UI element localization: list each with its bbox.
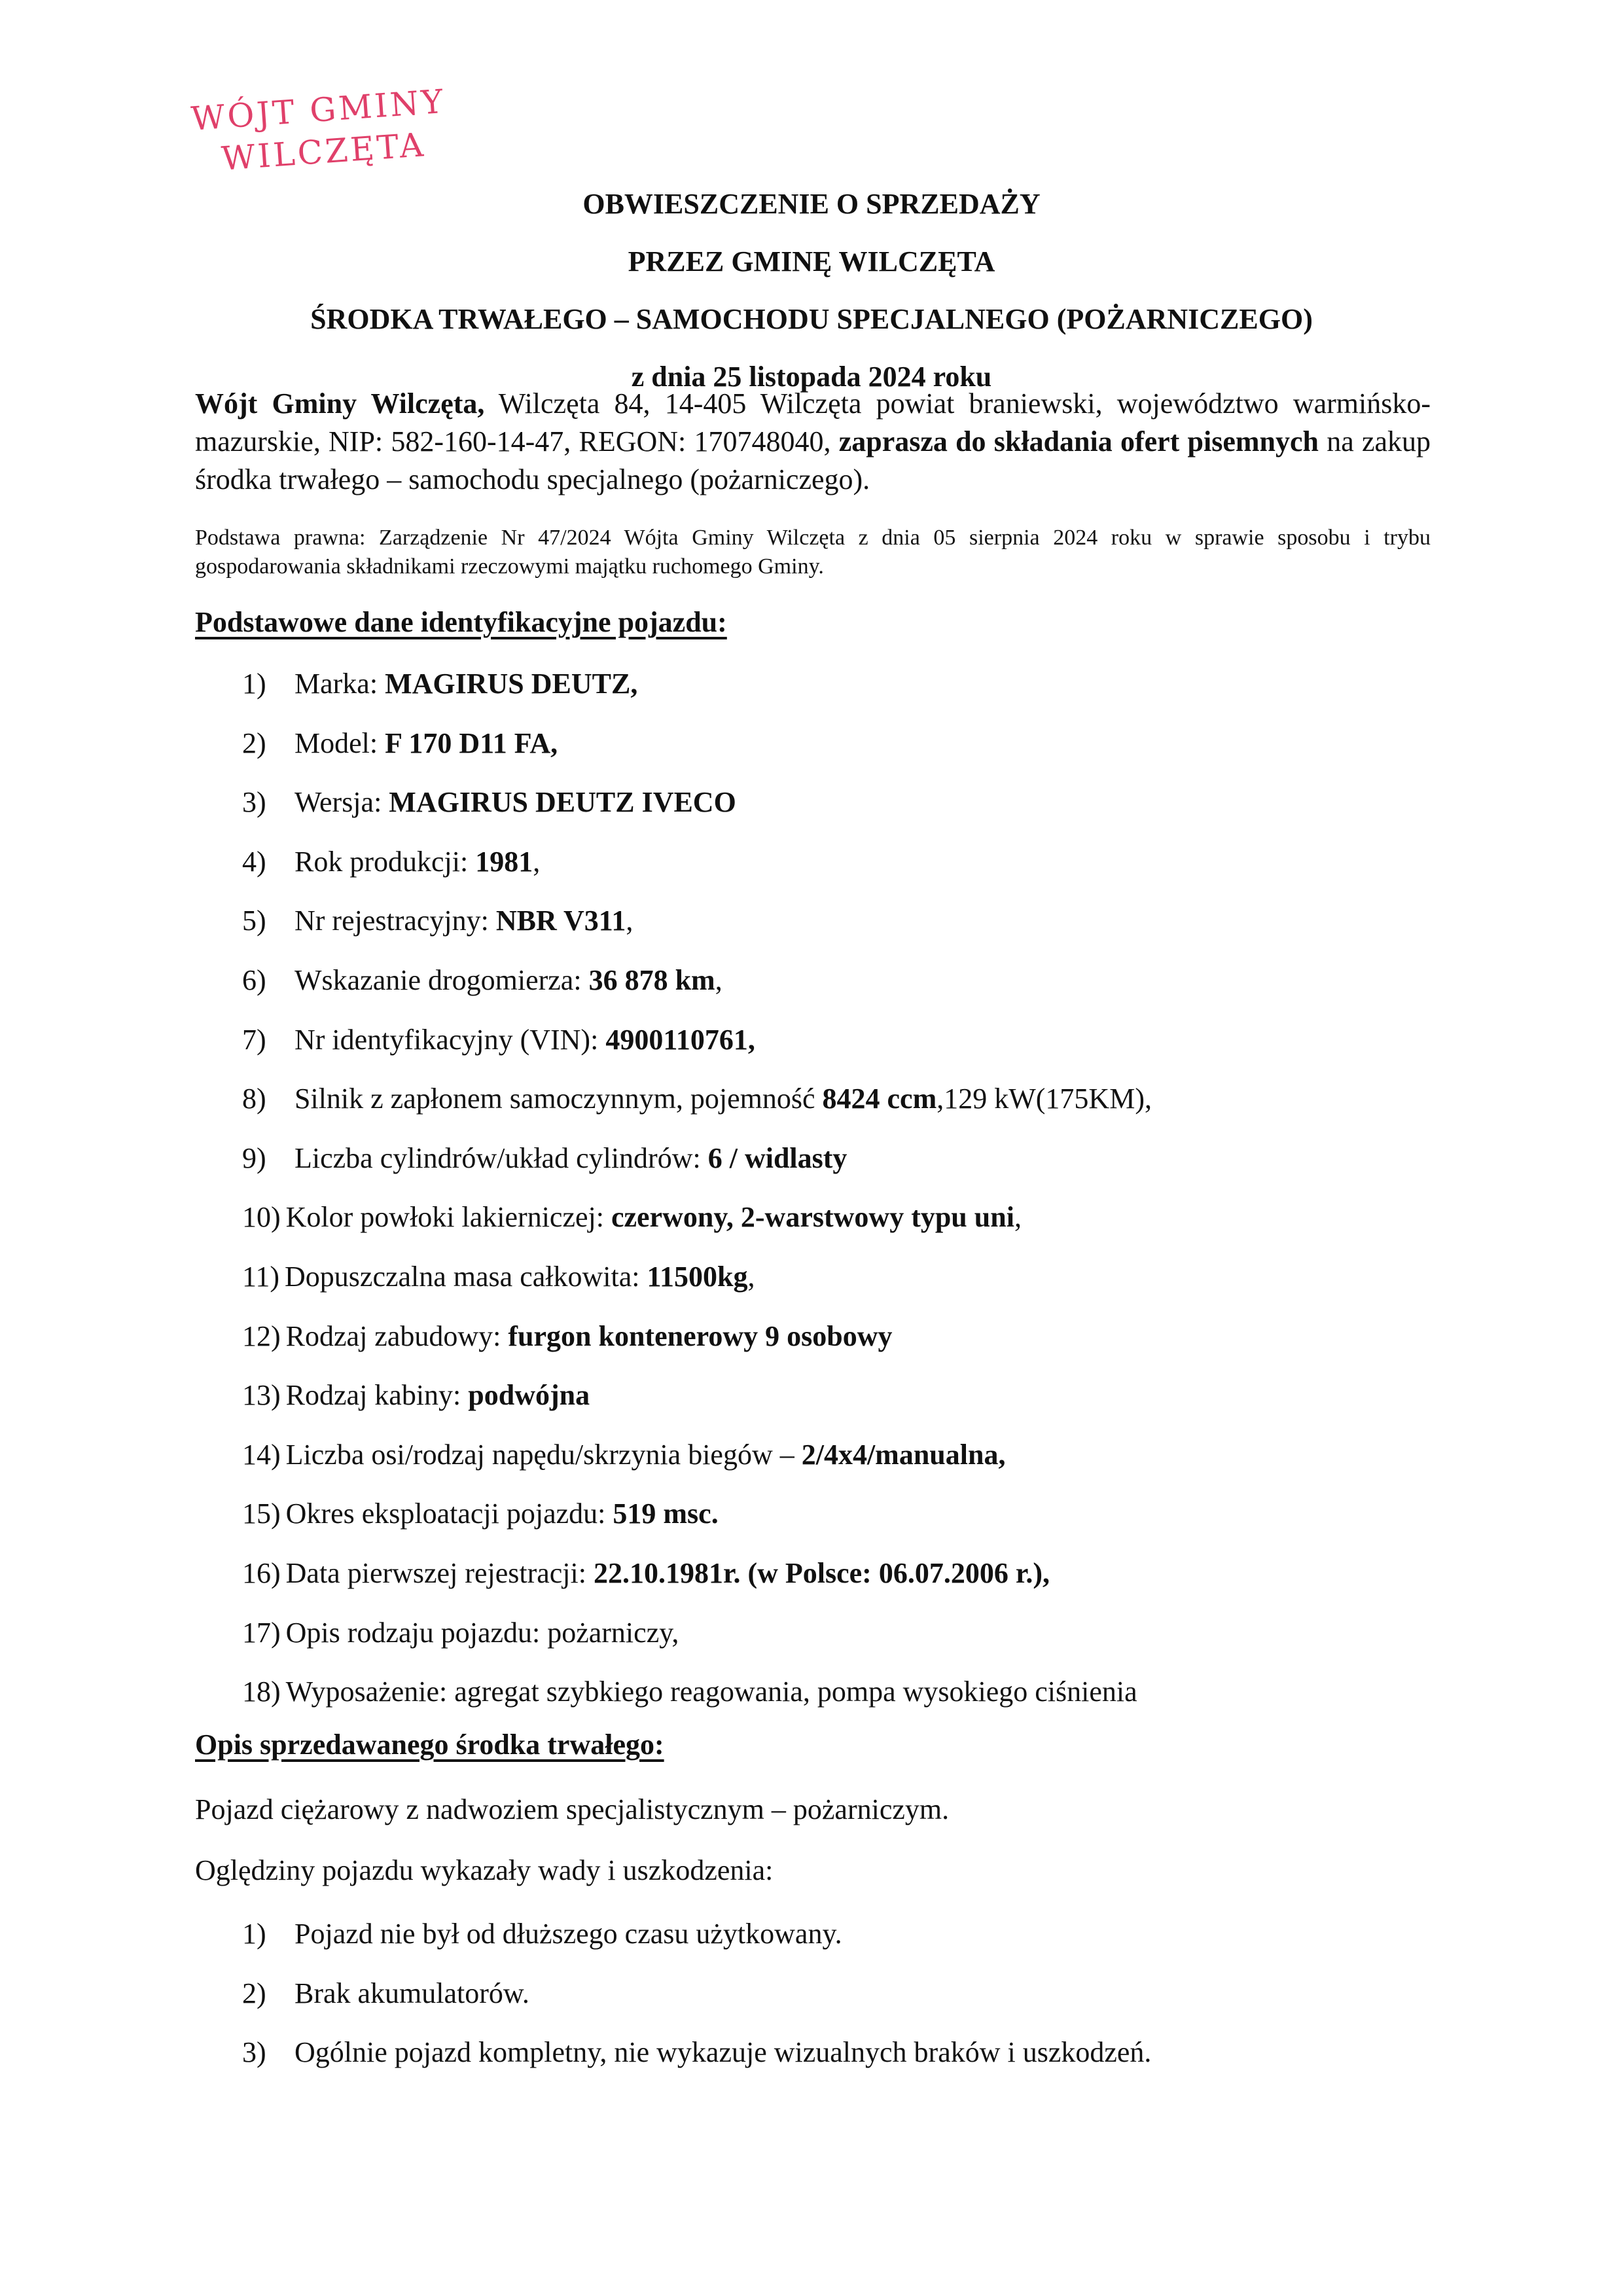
legal-basis: Podstawa prawna: Zarządzenie Nr 47/2024 Wójta Gminy Wilczęta z dnia 05 sierpnia 2024 roku w sprawie sposobu i trybu gospodarowania składnikami rzeczowymi majątku ruchomego Gminy. xyxy=(195,526,1431,579)
list-item: 7) Nr identyfikacyjny (VIN): 4900110761, xyxy=(242,1023,755,1056)
official-stamp xyxy=(190,81,450,182)
stamp-line-1: WÓJT GMINY xyxy=(190,82,447,138)
intro-issuer: Wójt Gminy Wilczęta, xyxy=(195,387,485,420)
list-item: 6) Wskazanie drogomierza: 36 878 km, xyxy=(242,963,722,996)
list-item: 1) Pojazd nie był od dłuższego czasu użytkowany. xyxy=(242,1918,842,1950)
list-item: 15) Okres eksploatacji pojazdu: 519 msc. xyxy=(242,1498,719,1530)
stamp-line-2: WILCZĘTA xyxy=(220,126,427,178)
title-line-1: OBWIESZCZENIE O SPRZEDAŻY xyxy=(582,188,1041,220)
list-item: 13) Rodzaj kabiny: podwójna xyxy=(242,1379,590,1412)
list-item: 3) Wersja: MAGIRUS DEUTZ IVECO xyxy=(242,786,736,819)
list-item: 18) Wyposażenie: agregat szybkiego reagowania, pompa wysokiego ciśnienia xyxy=(242,1676,1137,1708)
list-item: 10) Kolor powłoki lakierniczej: czerwony, 2-warstwowy typu uni, xyxy=(242,1201,1022,1234)
intro-address: Wilczęta 84, 14-405 Wilczęta powiat braniewski, województwo warmińsko-mazurskie, NIP: 582-160-14-47, REGON: 170748040, xyxy=(195,387,1431,457)
list-item: 2) Model: F 170 D11 FA, xyxy=(242,726,558,759)
intro-subject: na zakup środka trwałego – samochodu specjalnego (pożarniczego). xyxy=(195,425,1431,495)
list-item: 9) Liczba cylindrów/układ cylindrów: 6 / widlasty xyxy=(242,1141,847,1174)
intro-paragraph xyxy=(195,385,1431,499)
list-item: 3) Ogólnie pojazd kompletny, nie wykazuje wizualnych braków i uszkodzeń. xyxy=(242,2036,1152,2069)
title-date: z dnia 25 listopada 2024 roku xyxy=(631,361,992,393)
title-line-2: PRZEZ GMINĘ WILCZĘTA xyxy=(628,245,995,278)
list-item: 2) Brak akumulatorów. xyxy=(242,1977,529,2009)
list-item: 8) Silnik z zapłonem samoczynnym, pojemność 8424 ccm,129 kW(175KM), xyxy=(242,1083,1152,1115)
description-paragraph: Pojazd ciężarowy z nadwoziem specjalistycznym – pożarniczym. xyxy=(195,1793,950,1825)
intro-invitation: zaprasza do składania ofert pisemnych xyxy=(838,425,1319,457)
list-item: 16) Data pierwszej rejestracji: 22.10.1981r. (w Polsce: 06.07.2006 r.), xyxy=(242,1556,1050,1589)
list-item: 4) Rok produkcji: 1981, xyxy=(242,845,541,878)
list-item: 5) Nr rejestracyjny: NBR V311, xyxy=(242,905,633,937)
list-item: 12) Rodzaj zabudowy: furgon kontenerowy 9 osobowy xyxy=(242,1319,893,1352)
list-item: 1) Marka: MAGIRUS DEUTZ, xyxy=(242,668,638,700)
list-item: 14) Liczba osi/rodzaj napędu/skrzynia biegów – 2/4x4/manualna, xyxy=(242,1438,1006,1471)
vehicle-data-heading: Podstawowe dane identyfikacyjne pojazdu: xyxy=(195,606,727,638)
defects-list xyxy=(242,1914,1151,2092)
inspection-intro: Oględziny pojazdu wykazały wady i uszkodzenia: xyxy=(195,1854,774,1886)
title-line-3: ŚRODKA TRWAŁEGO – SAMOCHODU SPECJALNEGO (POŻARNICZEGO) xyxy=(310,303,1313,335)
vehicle-data-list xyxy=(242,664,1152,1732)
document-title xyxy=(0,175,1623,406)
list-item: 17) Opis rodzaju pojazdu: pożarniczy, xyxy=(242,1616,679,1649)
list-item: 11) Dopuszczalna masa całkowita: 11500kg, xyxy=(242,1260,755,1293)
description-heading: Opis sprzedawanego środka trwałego: xyxy=(195,1729,664,1761)
